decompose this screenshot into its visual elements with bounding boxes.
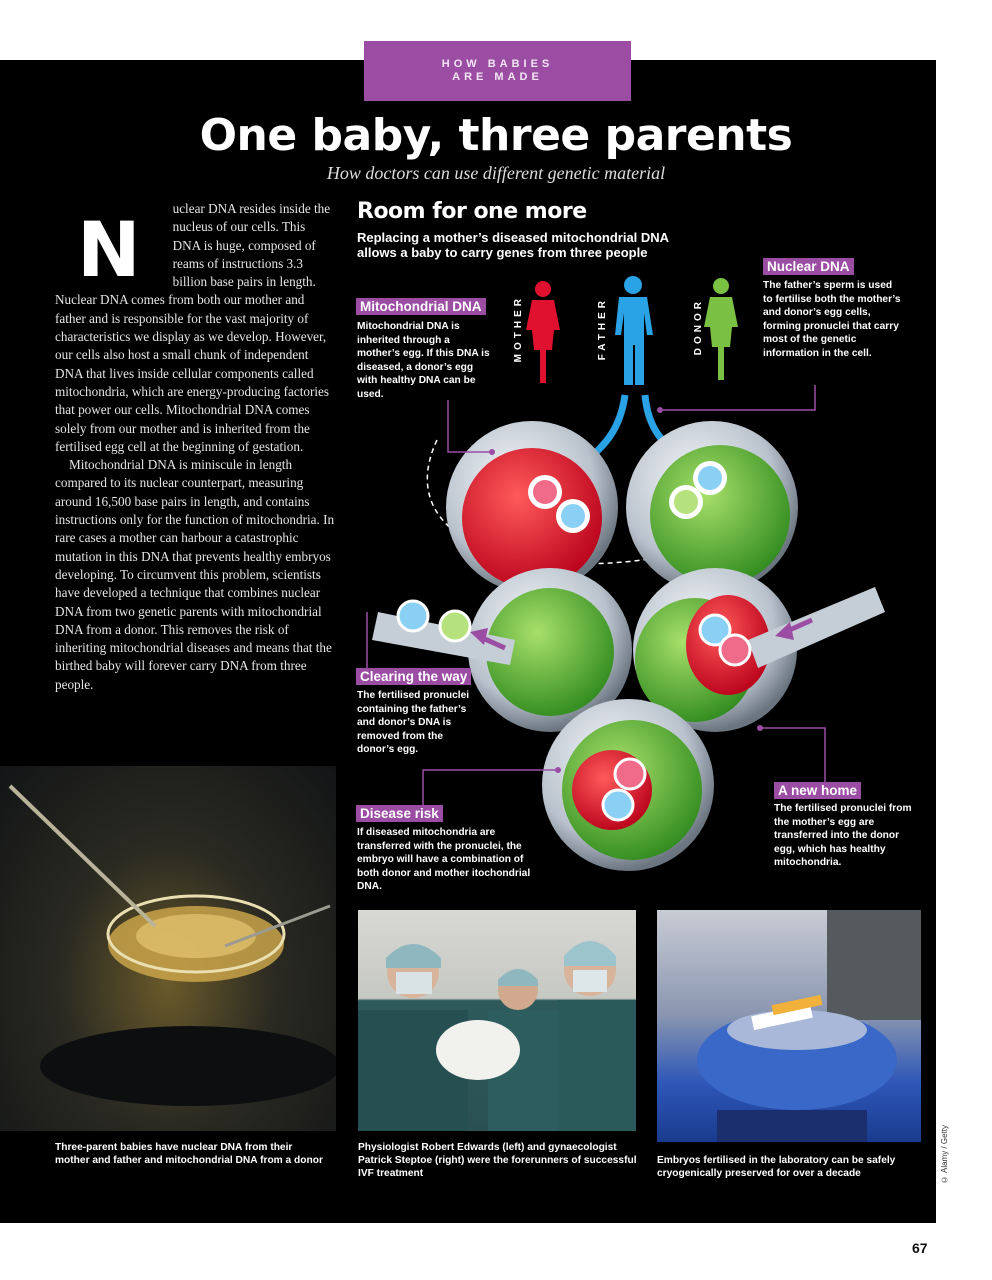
nuclear-dna-label: Nuclear DNA	[763, 258, 854, 275]
article-body	[55, 200, 335, 694]
caption-photo-2: Physiologist Robert Edwards (left) and gynaecologist Patrick Steptoe (right) were the forerunners of successful IVF treatment	[358, 1142, 637, 1179]
caption-photo-1: Three-parent babies have nuclear DNA from their mother and father and mitochondrial DNA from a donor	[55, 1142, 323, 1166]
transfer-cell	[633, 568, 885, 732]
section-tag	[364, 41, 631, 101]
page-subtitle: How doctors can use different genetic material	[326, 163, 666, 183]
article-paragraph-1: uclear DNA resides inside the nucleus of our cells. This DNA is huge, composed of reams of instructions 3.3 billion base pairs in length. Nuclear DNA comes from both our mother and father and is responsible for the vast majority of characteristics we display as we develop. However, our cells also host a small chunk of independent DNA that lives inside cellular components called mitochondria, which are energy-producing factories that power our cells. Mitochondrial DNA comes solely from our mother and is inherited from the fertilised egg cell at the beginning of gestation.	[55, 201, 331, 454]
photo-cryogenic	[657, 910, 921, 1142]
father-label: FATHER	[597, 297, 608, 361]
photo-petri-dish	[0, 766, 336, 1131]
mother-figure	[526, 281, 560, 383]
father-figure	[615, 276, 653, 385]
disease-risk-text: If diseased mitochondria are transferred with the pronuclei, the embryo will have a combination of both donor and mother itochondrial DNA.	[357, 827, 531, 893]
photo-edwards-steptoe	[358, 910, 636, 1131]
page-number: 67	[912, 1240, 928, 1256]
caption-photo-3: Embryos fertilised in the laboratory can be safely cryogenically preserved for over a decade	[657, 1155, 896, 1179]
mother-egg-cell	[446, 421, 618, 593]
mitochondrial-dna-text: Mitochondrial DNA is inherited through a mother’s egg. If this DNA is diseased, a donor’s egg with healthy DNA can be used.	[357, 321, 490, 400]
disease-risk-label: Disease risk	[356, 805, 443, 822]
infographic-lede: Replacing a mother’s diseased mitochondrial DNA allows a baby to carry genes from three people	[357, 230, 669, 260]
page-title: One baby, three parents	[199, 110, 793, 161]
donor-egg-cell	[626, 421, 798, 593]
a-new-home-label: A new home	[774, 782, 861, 799]
result-cell	[542, 699, 714, 871]
mother-label: MOTHER	[513, 295, 524, 363]
clearing-the-way-label: Clearing the way	[356, 668, 471, 685]
clearing-the-way-text: The fertilised pronuclei containing the father’s and donor’s DNA is removed from the donor’s egg.	[357, 690, 470, 756]
drop-cap: N	[77, 205, 141, 294]
article-paragraph-2: Mitochondrial DNA is miniscule in length compared to its nuclear counterpart, measuring around 16,500 base pairs in length, and contains instructions only for the function of mitochondria. In rare cases a mother can harbour a catastrophic mutation in this DNA that prevents healthy embryos developing. To circumvent this problem, scientists have developed a technique that combines nuclear DNA from two genetic parents with mitochondrial DNA from a donor. This removes the risk of inheriting mitochondrial diseases and means that the birthed baby will forever carry DNA from three people.	[55, 457, 335, 692]
infographic-heading: Room for one more	[357, 199, 587, 224]
section-tag-line1: HOW BABIES	[441, 58, 554, 70]
a-new-home-text: The fertilised pronuclei from the mother’s egg are transferred into the donor egg, which has healthy mitochondria.	[774, 803, 912, 869]
mitochondrial-dna-label: Mitochondrial DNA	[356, 298, 486, 315]
section-tag-line2: ARE MADE	[452, 71, 543, 83]
donor-label: DONOR	[693, 298, 704, 356]
photo-credit: © Alamy / Getty	[940, 1125, 949, 1184]
nuclear-dna-text: The father’s sperm is used to fertilise both the mother’s and donor’s egg cells, forming pronuclei that carry most of the genetic information in the cell.	[763, 280, 901, 359]
donor-figure	[704, 278, 738, 380]
